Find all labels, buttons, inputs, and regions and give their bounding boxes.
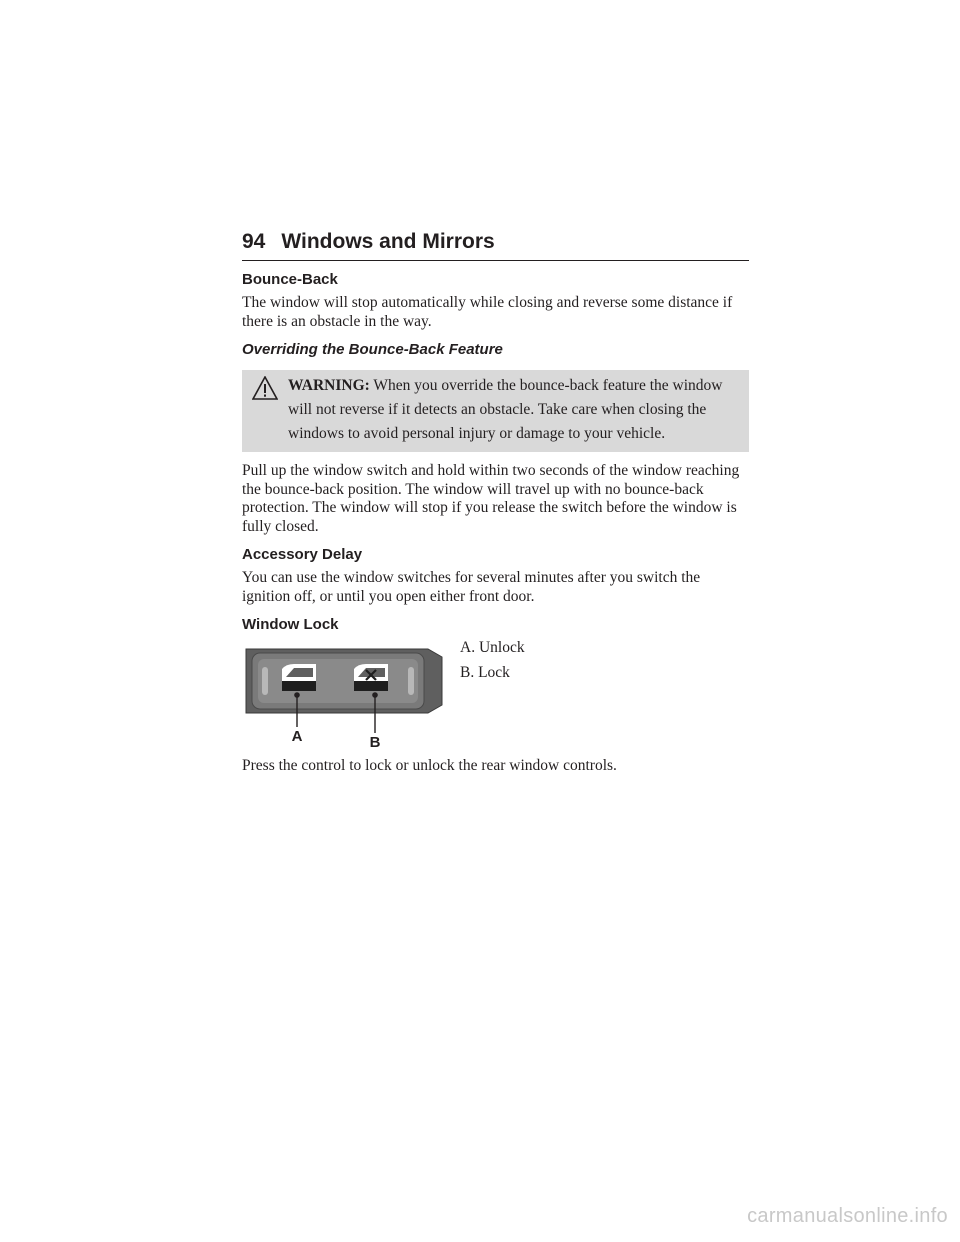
chapter-title: Windows and Mirrors <box>281 230 495 253</box>
legend-item-lock: B. Lock <box>460 663 510 681</box>
warning-message: When you override the bounce-back feature the window will not reverse if it detects an obstacle. Take care when closing the windows to avoid personal injury or damage to your vehicle. <box>288 377 723 442</box>
page-header <box>242 230 749 261</box>
callout-b: B <box>369 734 381 749</box>
override-body: Pull up the window switch and hold within two seconds of the window reaching the bounce-back position. The window will travel up with no bounce-back protection. The window will stop if you release the switch before the window is fully closed. <box>242 462 740 535</box>
window-lock-body: Press the control to lock or unlock the rear window controls. <box>242 757 617 774</box>
page-number: 94 <box>242 230 266 253</box>
window-unlock-icon <box>282 664 316 691</box>
warning-label: WARNING: <box>288 377 370 394</box>
bounce-back-body: The window will stop automatically while closing and reverse some distance if there is an obstacle in the way. <box>242 294 733 330</box>
warning-text <box>246 374 743 446</box>
accessory-delay-body: You can use the window switches for several minutes after you switch the ignition off, or until you open either front door. <box>242 569 701 605</box>
window-lock-heading: Window Lock <box>242 616 339 633</box>
warning-triangle-icon <box>252 376 278 400</box>
legend-item-unlock: A. Unlock <box>460 639 525 656</box>
callout-a: A <box>291 728 303 745</box>
bounce-back-heading: Bounce-Back <box>242 271 338 288</box>
window-lock-figure-row <box>242 639 749 749</box>
window-lock-legend <box>460 639 525 687</box>
manual-page <box>242 230 749 786</box>
accessory-delay-heading: Accessory Delay <box>242 546 363 563</box>
override-heading: Overriding the Bounce-Back Feature <box>242 341 503 358</box>
warning-box <box>242 370 749 452</box>
window-lock-switch-figure <box>242 639 448 749</box>
window-lock-icon <box>354 664 388 691</box>
watermark: carmanualsonline.info <box>747 1205 948 1227</box>
